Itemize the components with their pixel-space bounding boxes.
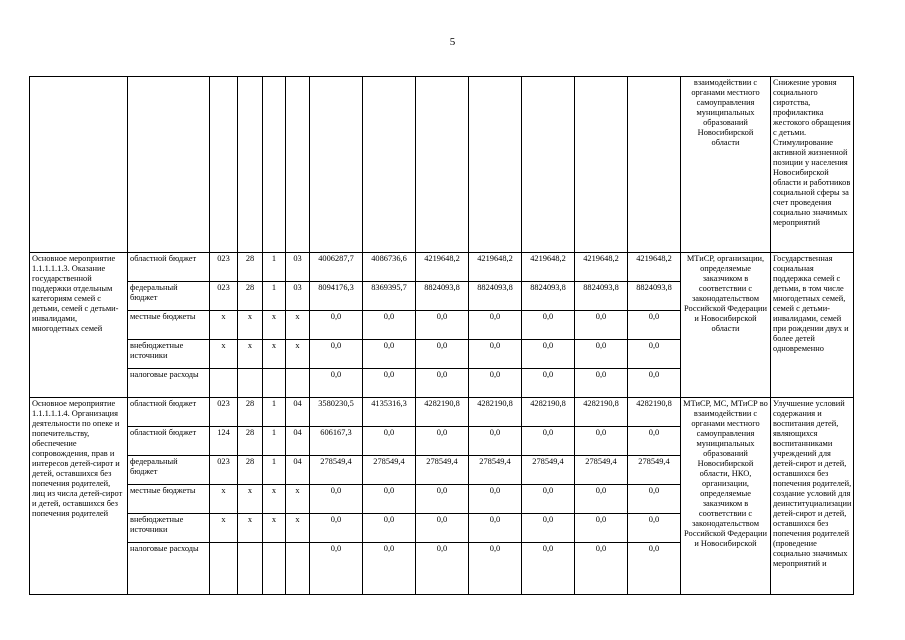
value-cell: 4219648,2 <box>522 253 575 282</box>
funding-source: налоговые расходы <box>128 543 210 595</box>
code-om: 04 <box>286 398 310 427</box>
value-cell: 0,0 <box>522 427 575 456</box>
value-cell: 0,0 <box>416 543 469 595</box>
value-cell: 0,0 <box>575 543 628 595</box>
code-gp: x <box>238 514 263 543</box>
value-cell: 4282190,8 <box>575 398 628 427</box>
value-cell: 0,0 <box>310 485 363 514</box>
funding-source: областной бюджет <box>128 253 210 282</box>
code-gp: 28 <box>238 282 263 311</box>
result-cell: Снижение уровня социального сиротства, профилактика жестокого обращения с детьми. Стимулирование активной жизненной позиции у населения Новосибирской области и работников социальной сферы за счет проведения социально значимых мероприятий <box>771 77 854 253</box>
funding-source: местные бюджеты <box>128 485 210 514</box>
value-cell: 0,0 <box>575 514 628 543</box>
value-cell: 4282190,8 <box>522 398 575 427</box>
code-om: 03 <box>286 282 310 311</box>
funding-source: внебюджетные источники <box>128 340 210 369</box>
result-cell: Улучшение условий содержания и воспитания детей, являющихся воспитанниками учреждений для детей-сирот и детей, оставшихся без попечения родителей, создание условий для деинституциализации детей-сирот и детей, оставшихся без попечения родителей (проведение социально значимых мероприятий и <box>771 398 854 595</box>
value-cell: 0,0 <box>416 485 469 514</box>
code-grbs: x <box>210 311 238 340</box>
page-number: 5 <box>449 36 456 48</box>
result-cell: Государственная социальная поддержка семей с детьми, в том числе многодетных семей, семей с детьми-инвалидами, семей при рождении двух и более детей одновременно <box>771 253 854 398</box>
code-gp <box>238 369 263 398</box>
value-cell: 8824093,8 <box>575 282 628 311</box>
funding-source: федеральный бюджет <box>128 282 210 311</box>
organizers-cell: МТиСР, организации, определяемые заказчиком в соответствии с законодательством Российской Федерации и Новосибирской области <box>681 253 771 398</box>
table-row <box>30 398 854 427</box>
program-table <box>29 76 854 595</box>
code-pp: 1 <box>263 282 286 311</box>
continuation-row <box>30 77 854 253</box>
code-grbs: 023 <box>210 456 238 485</box>
code-om: 04 <box>286 427 310 456</box>
code-grbs: 023 <box>210 398 238 427</box>
value-cell: 4282190,8 <box>469 398 522 427</box>
value-cell: 8824093,8 <box>469 282 522 311</box>
code-grbs: 023 <box>210 282 238 311</box>
code-gp: 28 <box>238 427 263 456</box>
code-om: x <box>286 340 310 369</box>
code-om <box>286 369 310 398</box>
value-cell: 0,0 <box>310 369 363 398</box>
value-cell: 0,0 <box>416 514 469 543</box>
value-cell: 4282190,8 <box>416 398 469 427</box>
value-cell: 3580230,5 <box>310 398 363 427</box>
value-cell: 0,0 <box>363 369 416 398</box>
measure-name: Основное мероприятие 1.1.1.1.1.4. Организация деятельности по опеке и попечительству, обеспечение сопровождения, прав и интересов детей-сирот и детей, оставшихся без попечения родителей, лиц из числа детей-сирот и детей, оставшихся без попечения родителей <box>30 398 128 595</box>
value-cell: 0,0 <box>363 427 416 456</box>
code-grbs: x <box>210 340 238 369</box>
value-cell: 0,0 <box>469 514 522 543</box>
value-cell: 278549,4 <box>628 456 681 485</box>
code-pp: 1 <box>263 398 286 427</box>
code-gp: x <box>238 311 263 340</box>
code-om <box>286 543 310 595</box>
value-cell: 0,0 <box>363 311 416 340</box>
value-cell: 0,0 <box>469 311 522 340</box>
value-cell: 0,0 <box>363 543 416 595</box>
value-cell: 0,0 <box>575 369 628 398</box>
value-cell: 4086736,6 <box>363 253 416 282</box>
value-cell: 4219648,2 <box>628 253 681 282</box>
value-cell: 8824093,8 <box>522 282 575 311</box>
code-gp: x <box>238 485 263 514</box>
funding-source: областной бюджет <box>128 427 210 456</box>
value-cell: 0,0 <box>469 485 522 514</box>
value-cell: 0,0 <box>310 340 363 369</box>
code-om: x <box>286 514 310 543</box>
value-cell: 278549,4 <box>416 456 469 485</box>
funding-source: налоговые расходы <box>128 369 210 398</box>
code-grbs <box>210 369 238 398</box>
value-cell: 8369395,7 <box>363 282 416 311</box>
value-cell: 278549,4 <box>363 456 416 485</box>
value-cell: 0,0 <box>469 427 522 456</box>
value-cell: 278549,4 <box>575 456 628 485</box>
funding-source: областной бюджет <box>128 398 210 427</box>
value-cell: 0,0 <box>310 514 363 543</box>
code-pp: 1 <box>263 427 286 456</box>
value-cell: 0,0 <box>416 340 469 369</box>
code-om: x <box>286 485 310 514</box>
code-grbs: x <box>210 485 238 514</box>
value-cell: 0,0 <box>628 369 681 398</box>
value-cell: 0,0 <box>363 514 416 543</box>
value-cell: 4219648,2 <box>416 253 469 282</box>
measure-name: Основное мероприятие 1.1.1.1.1.3. Оказание государственной поддержки отдельным категориям семей с детьми, семей с детьми-инвалидами, многодетных семей <box>30 253 128 398</box>
value-cell: 0,0 <box>628 311 681 340</box>
value-cell: 0,0 <box>363 485 416 514</box>
code-pp: x <box>263 514 286 543</box>
value-cell: 4282190,8 <box>628 398 681 427</box>
value-cell: 0,0 <box>522 340 575 369</box>
value-cell: 0,0 <box>522 311 575 340</box>
value-cell: 0,0 <box>469 543 522 595</box>
code-pp: x <box>263 485 286 514</box>
value-cell: 0,0 <box>628 427 681 456</box>
value-cell: 0,0 <box>522 543 575 595</box>
funding-source: федеральный бюджет <box>128 456 210 485</box>
value-cell: 4006287,7 <box>310 253 363 282</box>
code-pp: x <box>263 340 286 369</box>
code-gp: 28 <box>238 456 263 485</box>
value-cell: 0,0 <box>416 311 469 340</box>
value-cell: 0,0 <box>310 543 363 595</box>
value-cell: 0,0 <box>416 427 469 456</box>
value-cell: 0,0 <box>469 369 522 398</box>
value-cell: 0,0 <box>628 340 681 369</box>
value-cell: 4219648,2 <box>469 253 522 282</box>
value-cell: 278549,4 <box>522 456 575 485</box>
value-cell: 0,0 <box>575 485 628 514</box>
value-cell: 0,0 <box>363 340 416 369</box>
code-gp: x <box>238 340 263 369</box>
value-cell: 4135316,3 <box>363 398 416 427</box>
value-cell: 8824093,8 <box>628 282 681 311</box>
code-pp <box>263 543 286 595</box>
code-grbs <box>210 543 238 595</box>
value-cell: 0,0 <box>416 369 469 398</box>
value-cell: 0,0 <box>628 514 681 543</box>
value-cell: 8824093,8 <box>416 282 469 311</box>
code-pp <box>263 369 286 398</box>
value-cell: 0,0 <box>628 485 681 514</box>
code-gp: 28 <box>238 253 263 282</box>
code-om: x <box>286 311 310 340</box>
code-gp <box>238 543 263 595</box>
value-cell: 0,0 <box>575 427 628 456</box>
value-cell: 278549,4 <box>469 456 522 485</box>
code-om: 04 <box>286 456 310 485</box>
value-cell: 0,0 <box>575 340 628 369</box>
value-cell: 8094176,3 <box>310 282 363 311</box>
organizers-cell: МТиСР, МС, МТиСР во взаимодействии с органами местного самоуправления муниципальных образований Новосибирской области, НКО, организации, определяемые заказчиком в соответствии с законодательством Российской Федерации и Новосибирской <box>681 398 771 595</box>
code-grbs: 124 <box>210 427 238 456</box>
code-pp: 1 <box>263 253 286 282</box>
funding-source: местные бюджеты <box>128 311 210 340</box>
value-cell: 0,0 <box>522 485 575 514</box>
table-row <box>30 253 854 282</box>
value-cell: 0,0 <box>522 369 575 398</box>
code-pp: x <box>263 311 286 340</box>
value-cell: 606167,3 <box>310 427 363 456</box>
code-om: 03 <box>286 253 310 282</box>
value-cell: 0,0 <box>469 340 522 369</box>
value-cell: 0,0 <box>310 311 363 340</box>
value-cell: 0,0 <box>575 311 628 340</box>
code-gp: 28 <box>238 398 263 427</box>
value-cell: 0,0 <box>522 514 575 543</box>
value-cell: 278549,4 <box>310 456 363 485</box>
code-grbs: x <box>210 514 238 543</box>
code-grbs: 023 <box>210 253 238 282</box>
value-cell: 4219648,2 <box>575 253 628 282</box>
code-pp: 1 <box>263 456 286 485</box>
funding-source: внебюджетные источники <box>128 514 210 543</box>
value-cell: 0,0 <box>628 543 681 595</box>
organizers-cell: взаимодействии с органами местного самоуправления муниципальных образований Новосибирской области <box>681 77 771 253</box>
